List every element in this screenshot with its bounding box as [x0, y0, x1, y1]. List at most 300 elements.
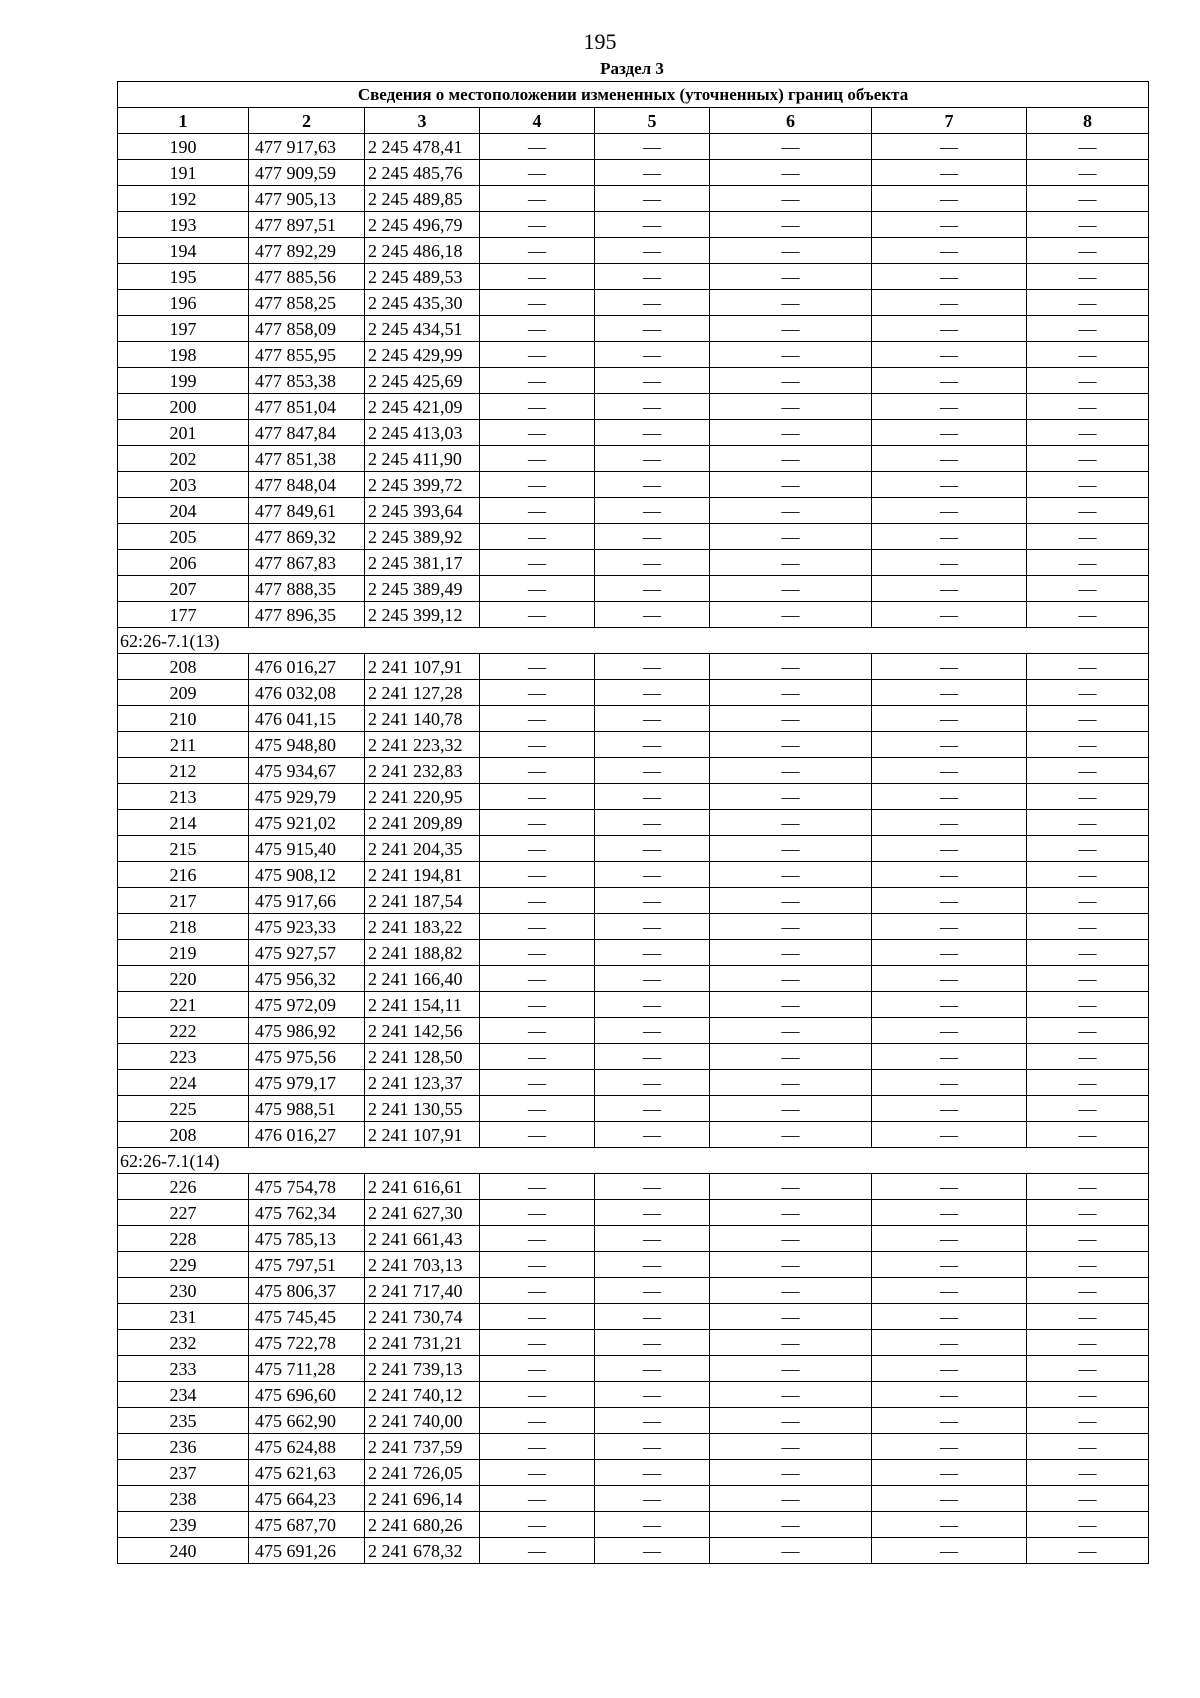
- x-coordinate-cell: 475 745,45: [249, 1304, 365, 1330]
- x-coordinate-cell: 475 956,32: [249, 966, 365, 992]
- group-header-row: [118, 628, 1149, 654]
- x-coordinate-cell: 477 847,84: [249, 420, 365, 446]
- empty-value-cell: —: [710, 992, 872, 1018]
- empty-value-cell: —: [1027, 1486, 1149, 1512]
- empty-value-cell: —: [710, 810, 872, 836]
- empty-value-cell: —: [595, 576, 710, 602]
- y-coordinate-cell: 2 245 381,17: [365, 550, 480, 576]
- empty-value-cell: —: [1027, 1044, 1149, 1070]
- empty-value-cell: —: [872, 1538, 1027, 1564]
- y-coordinate-cell: 2 241 209,89: [365, 810, 480, 836]
- empty-value-cell: —: [595, 1538, 710, 1564]
- empty-value-cell: —: [595, 1434, 710, 1460]
- y-coordinate-cell: 2 241 140,78: [365, 706, 480, 732]
- point-number-cell: 227: [118, 1200, 249, 1226]
- empty-value-cell: —: [595, 602, 710, 628]
- empty-value-cell: —: [872, 160, 1027, 186]
- table-row: [118, 810, 1149, 836]
- empty-value-cell: —: [480, 992, 595, 1018]
- empty-value-cell: —: [480, 732, 595, 758]
- y-coordinate-cell: 2 241 678,32: [365, 1538, 480, 1564]
- table-row: [118, 1460, 1149, 1486]
- x-coordinate-cell: 477 909,59: [249, 160, 365, 186]
- x-coordinate-cell: 477 855,95: [249, 342, 365, 368]
- empty-value-cell: —: [710, 186, 872, 212]
- empty-value-cell: —: [480, 1200, 595, 1226]
- empty-value-cell: —: [710, 1200, 872, 1226]
- empty-value-cell: —: [595, 1486, 710, 1512]
- empty-value-cell: —: [595, 550, 710, 576]
- empty-value-cell: —: [480, 888, 595, 914]
- empty-value-cell: —: [480, 1226, 595, 1252]
- empty-value-cell: —: [710, 706, 872, 732]
- empty-value-cell: —: [595, 394, 710, 420]
- table-row: [118, 1356, 1149, 1382]
- empty-value-cell: —: [710, 1512, 872, 1538]
- table-row: [118, 1044, 1149, 1070]
- point-number-cell: 208: [118, 1122, 249, 1148]
- empty-value-cell: —: [1027, 134, 1149, 160]
- point-number-cell: 202: [118, 446, 249, 472]
- empty-value-cell: —: [595, 1356, 710, 1382]
- empty-value-cell: —: [595, 836, 710, 862]
- point-number-cell: 191: [118, 160, 249, 186]
- empty-value-cell: —: [595, 706, 710, 732]
- empty-value-cell: —: [1027, 1174, 1149, 1200]
- y-coordinate-cell: 2 241 680,26: [365, 1512, 480, 1538]
- empty-value-cell: —: [710, 498, 872, 524]
- empty-value-cell: —: [872, 1070, 1027, 1096]
- empty-value-cell: —: [872, 732, 1027, 758]
- point-number-cell: 228: [118, 1226, 249, 1252]
- empty-value-cell: —: [480, 1434, 595, 1460]
- empty-value-cell: —: [1027, 1382, 1149, 1408]
- x-coordinate-cell: 475 711,28: [249, 1356, 365, 1382]
- table-row: [118, 446, 1149, 472]
- empty-value-cell: —: [872, 576, 1027, 602]
- point-number-cell: 190: [118, 134, 249, 160]
- empty-value-cell: —: [595, 732, 710, 758]
- empty-value-cell: —: [872, 420, 1027, 446]
- table-row: [118, 654, 1149, 680]
- y-coordinate-cell: 2 245 413,03: [365, 420, 480, 446]
- empty-value-cell: —: [480, 1018, 595, 1044]
- empty-value-cell: —: [710, 602, 872, 628]
- empty-value-cell: —: [595, 1226, 710, 1252]
- y-coordinate-cell: 2 241 183,22: [365, 914, 480, 940]
- table-row: [118, 1434, 1149, 1460]
- empty-value-cell: —: [1027, 160, 1149, 186]
- empty-value-cell: —: [480, 1096, 595, 1122]
- empty-value-cell: —: [872, 1122, 1027, 1148]
- empty-value-cell: —: [1027, 1278, 1149, 1304]
- empty-value-cell: —: [872, 472, 1027, 498]
- y-coordinate-cell: 2 241 223,32: [365, 732, 480, 758]
- x-coordinate-cell: 476 032,08: [249, 680, 365, 706]
- empty-value-cell: —: [480, 966, 595, 992]
- empty-value-cell: —: [710, 524, 872, 550]
- x-coordinate-cell: 475 915,40: [249, 836, 365, 862]
- empty-value-cell: —: [480, 238, 595, 264]
- group-header-row: [118, 1148, 1149, 1174]
- x-coordinate-cell: 476 016,27: [249, 1122, 365, 1148]
- empty-value-cell: —: [872, 1382, 1027, 1408]
- table-row: [118, 940, 1149, 966]
- empty-value-cell: —: [710, 160, 872, 186]
- empty-value-cell: —: [480, 940, 595, 966]
- empty-value-cell: —: [480, 654, 595, 680]
- point-number-cell: 238: [118, 1486, 249, 1512]
- empty-value-cell: —: [872, 1252, 1027, 1278]
- empty-value-cell: —: [1027, 784, 1149, 810]
- empty-value-cell: —: [480, 1252, 595, 1278]
- empty-value-cell: —: [872, 784, 1027, 810]
- empty-value-cell: —: [872, 134, 1027, 160]
- column-header: 5: [595, 108, 710, 134]
- empty-value-cell: —: [1027, 862, 1149, 888]
- point-number-cell: 239: [118, 1512, 249, 1538]
- empty-value-cell: —: [1027, 576, 1149, 602]
- point-number-cell: 240: [118, 1538, 249, 1564]
- x-coordinate-cell: 477 858,09: [249, 316, 365, 342]
- empty-value-cell: —: [872, 836, 1027, 862]
- empty-value-cell: —: [595, 264, 710, 290]
- y-coordinate-cell: 2 241 616,61: [365, 1174, 480, 1200]
- x-coordinate-cell: 475 722,78: [249, 1330, 365, 1356]
- empty-value-cell: —: [710, 1434, 872, 1460]
- x-coordinate-cell: 477 848,04: [249, 472, 365, 498]
- point-number-cell: 234: [118, 1382, 249, 1408]
- empty-value-cell: —: [480, 1278, 595, 1304]
- empty-value-cell: —: [480, 836, 595, 862]
- empty-value-cell: —: [480, 1512, 595, 1538]
- x-coordinate-cell: 477 867,83: [249, 550, 365, 576]
- table-row: [118, 1408, 1149, 1434]
- table-row: [118, 212, 1149, 238]
- empty-value-cell: —: [872, 1304, 1027, 1330]
- empty-value-cell: —: [1027, 602, 1149, 628]
- point-number-cell: 236: [118, 1434, 249, 1460]
- x-coordinate-cell: 476 016,27: [249, 654, 365, 680]
- empty-value-cell: —: [710, 394, 872, 420]
- empty-value-cell: —: [480, 160, 595, 186]
- empty-value-cell: —: [480, 1174, 595, 1200]
- point-number-cell: 222: [118, 1018, 249, 1044]
- table-row: [118, 316, 1149, 342]
- column-header: 6: [710, 108, 872, 134]
- y-coordinate-cell: 2 241 731,21: [365, 1330, 480, 1356]
- empty-value-cell: —: [595, 1200, 710, 1226]
- x-coordinate-cell: 475 929,79: [249, 784, 365, 810]
- empty-value-cell: —: [872, 654, 1027, 680]
- y-coordinate-cell: 2 241 739,13: [365, 1356, 480, 1382]
- empty-value-cell: —: [595, 1252, 710, 1278]
- empty-value-cell: —: [1027, 342, 1149, 368]
- empty-value-cell: —: [595, 914, 710, 940]
- empty-value-cell: —: [595, 160, 710, 186]
- table-row: [118, 186, 1149, 212]
- x-coordinate-cell: 475 797,51: [249, 1252, 365, 1278]
- empty-value-cell: —: [480, 602, 595, 628]
- y-coordinate-cell: 2 245 389,92: [365, 524, 480, 550]
- point-number-cell: 219: [118, 940, 249, 966]
- empty-value-cell: —: [1027, 368, 1149, 394]
- empty-value-cell: —: [1027, 1538, 1149, 1564]
- empty-value-cell: —: [872, 1460, 1027, 1486]
- section-title: Раздел 3: [600, 59, 664, 78]
- empty-value-cell: —: [480, 420, 595, 446]
- point-number-cell: 221: [118, 992, 249, 1018]
- empty-value-cell: —: [1027, 498, 1149, 524]
- x-coordinate-cell: 477 858,25: [249, 290, 365, 316]
- empty-value-cell: —: [595, 420, 710, 446]
- empty-value-cell: —: [710, 966, 872, 992]
- empty-value-cell: —: [1027, 914, 1149, 940]
- empty-value-cell: —: [480, 680, 595, 706]
- empty-value-cell: —: [872, 524, 1027, 550]
- point-number-cell: 216: [118, 862, 249, 888]
- y-coordinate-cell: 2 241 107,91: [365, 654, 480, 680]
- empty-value-cell: —: [480, 1304, 595, 1330]
- x-coordinate-cell: 477 917,63: [249, 134, 365, 160]
- table-row: [118, 1200, 1149, 1226]
- empty-value-cell: —: [480, 290, 595, 316]
- empty-value-cell: —: [595, 1304, 710, 1330]
- empty-value-cell: —: [872, 1226, 1027, 1252]
- empty-value-cell: —: [710, 1070, 872, 1096]
- empty-value-cell: —: [1027, 1460, 1149, 1486]
- empty-value-cell: —: [872, 1200, 1027, 1226]
- empty-value-cell: —: [480, 758, 595, 784]
- table-row: [118, 680, 1149, 706]
- y-coordinate-cell: 2 241 220,95: [365, 784, 480, 810]
- empty-value-cell: —: [595, 316, 710, 342]
- x-coordinate-cell: 475 664,23: [249, 1486, 365, 1512]
- empty-value-cell: —: [872, 1486, 1027, 1512]
- point-number-cell: 217: [118, 888, 249, 914]
- empty-value-cell: —: [480, 862, 595, 888]
- empty-value-cell: —: [1027, 966, 1149, 992]
- empty-value-cell: —: [595, 498, 710, 524]
- x-coordinate-cell: 475 923,33: [249, 914, 365, 940]
- point-number-cell: 177: [118, 602, 249, 628]
- empty-value-cell: —: [595, 758, 710, 784]
- empty-value-cell: —: [1027, 1330, 1149, 1356]
- x-coordinate-cell: 475 687,70: [249, 1512, 365, 1538]
- table-row: [118, 1512, 1149, 1538]
- empty-value-cell: —: [1027, 1304, 1149, 1330]
- empty-value-cell: —: [872, 368, 1027, 394]
- empty-value-cell: —: [710, 264, 872, 290]
- empty-value-cell: —: [710, 1174, 872, 1200]
- empty-value-cell: —: [710, 1226, 872, 1252]
- empty-value-cell: —: [595, 940, 710, 966]
- y-coordinate-cell: 2 241 703,13: [365, 1252, 480, 1278]
- y-coordinate-cell: 2 241 188,82: [365, 940, 480, 966]
- empty-value-cell: —: [1027, 186, 1149, 212]
- empty-value-cell: —: [1027, 238, 1149, 264]
- y-coordinate-cell: 2 245 434,51: [365, 316, 480, 342]
- empty-value-cell: —: [480, 394, 595, 420]
- table-row: [118, 524, 1149, 550]
- point-number-cell: 193: [118, 212, 249, 238]
- y-coordinate-cell: 2 245 496,79: [365, 212, 480, 238]
- x-coordinate-cell: 477 869,32: [249, 524, 365, 550]
- empty-value-cell: —: [872, 1044, 1027, 1070]
- y-coordinate-cell: 2 241 187,54: [365, 888, 480, 914]
- y-coordinate-cell: 2 245 411,90: [365, 446, 480, 472]
- empty-value-cell: —: [1027, 732, 1149, 758]
- empty-value-cell: —: [710, 836, 872, 862]
- empty-value-cell: —: [595, 368, 710, 394]
- point-number-cell: 203: [118, 472, 249, 498]
- x-coordinate-cell: 475 927,57: [249, 940, 365, 966]
- empty-value-cell: —: [480, 342, 595, 368]
- empty-value-cell: —: [1027, 1512, 1149, 1538]
- empty-value-cell: —: [872, 940, 1027, 966]
- y-coordinate-cell: 2 245 425,69: [365, 368, 480, 394]
- empty-value-cell: —: [872, 1408, 1027, 1434]
- empty-value-cell: —: [1027, 758, 1149, 784]
- y-coordinate-cell: 2 241 127,28: [365, 680, 480, 706]
- table-row: [118, 966, 1149, 992]
- empty-value-cell: —: [1027, 420, 1149, 446]
- column-header: 7: [872, 108, 1027, 134]
- y-coordinate-cell: 2 245 399,72: [365, 472, 480, 498]
- empty-value-cell: —: [480, 368, 595, 394]
- empty-value-cell: —: [710, 1278, 872, 1304]
- table-row: [118, 134, 1149, 160]
- point-number-cell: 204: [118, 498, 249, 524]
- empty-value-cell: —: [1027, 836, 1149, 862]
- empty-value-cell: —: [595, 1460, 710, 1486]
- y-coordinate-cell: 2 241 661,43: [365, 1226, 480, 1252]
- table-row: [118, 1382, 1149, 1408]
- y-coordinate-cell: 2 241 130,55: [365, 1096, 480, 1122]
- x-coordinate-cell: 475 917,66: [249, 888, 365, 914]
- point-number-cell: 213: [118, 784, 249, 810]
- table-row: [118, 160, 1149, 186]
- empty-value-cell: —: [1027, 1434, 1149, 1460]
- empty-value-cell: —: [710, 134, 872, 160]
- y-coordinate-cell: 2 245 389,49: [365, 576, 480, 602]
- table-row: [118, 1096, 1149, 1122]
- x-coordinate-cell: 475 696,60: [249, 1382, 365, 1408]
- point-number-cell: 215: [118, 836, 249, 862]
- point-number-cell: 237: [118, 1460, 249, 1486]
- empty-value-cell: —: [595, 1330, 710, 1356]
- table-row: [118, 420, 1149, 446]
- empty-value-cell: —: [480, 576, 595, 602]
- empty-value-cell: —: [480, 186, 595, 212]
- page-number: 195: [583, 29, 617, 54]
- empty-value-cell: —: [595, 654, 710, 680]
- x-coordinate-cell: 475 621,63: [249, 1460, 365, 1486]
- y-coordinate-cell: 2 241 696,14: [365, 1486, 480, 1512]
- y-coordinate-cell: 2 241 717,40: [365, 1278, 480, 1304]
- x-coordinate-cell: 475 785,13: [249, 1226, 365, 1252]
- column-header: 2: [249, 108, 365, 134]
- y-coordinate-cell: 2 241 107,91: [365, 1122, 480, 1148]
- boundary-coordinates-table: [117, 81, 1149, 1564]
- empty-value-cell: —: [872, 758, 1027, 784]
- table-row: [118, 290, 1149, 316]
- empty-value-cell: —: [480, 446, 595, 472]
- empty-value-cell: —: [1027, 888, 1149, 914]
- table-row: [118, 706, 1149, 732]
- empty-value-cell: —: [710, 940, 872, 966]
- empty-value-cell: —: [710, 1122, 872, 1148]
- empty-value-cell: —: [595, 1018, 710, 1044]
- empty-value-cell: —: [1027, 316, 1149, 342]
- x-coordinate-cell: 477 896,35: [249, 602, 365, 628]
- point-number-cell: 192: [118, 186, 249, 212]
- empty-value-cell: —: [1027, 680, 1149, 706]
- y-coordinate-cell: 2 241 740,00: [365, 1408, 480, 1434]
- empty-value-cell: —: [480, 1382, 595, 1408]
- empty-value-cell: —: [872, 966, 1027, 992]
- x-coordinate-cell: 475 975,56: [249, 1044, 365, 1070]
- empty-value-cell: —: [872, 1278, 1027, 1304]
- empty-value-cell: —: [595, 212, 710, 238]
- y-coordinate-cell: 2 245 399,12: [365, 602, 480, 628]
- empty-value-cell: —: [480, 1044, 595, 1070]
- x-coordinate-cell: 475 908,12: [249, 862, 365, 888]
- point-number-cell: 229: [118, 1252, 249, 1278]
- empty-value-cell: —: [595, 342, 710, 368]
- empty-value-cell: —: [1027, 810, 1149, 836]
- point-number-cell: 194: [118, 238, 249, 264]
- point-number-cell: 207: [118, 576, 249, 602]
- y-coordinate-cell: 2 245 421,09: [365, 394, 480, 420]
- empty-value-cell: —: [1027, 472, 1149, 498]
- empty-value-cell: —: [1027, 992, 1149, 1018]
- table-row: [118, 836, 1149, 862]
- empty-value-cell: —: [710, 1018, 872, 1044]
- y-coordinate-cell: 2 245 485,76: [365, 160, 480, 186]
- empty-value-cell: —: [595, 524, 710, 550]
- table-row: [118, 992, 1149, 1018]
- empty-value-cell: —: [872, 888, 1027, 914]
- empty-value-cell: —: [710, 1330, 872, 1356]
- empty-value-cell: —: [872, 1330, 1027, 1356]
- empty-value-cell: —: [710, 654, 872, 680]
- empty-value-cell: —: [1027, 1018, 1149, 1044]
- empty-value-cell: —: [480, 472, 595, 498]
- empty-value-cell: —: [1027, 1070, 1149, 1096]
- column-header-row: [118, 108, 1149, 134]
- x-coordinate-cell: 475 972,09: [249, 992, 365, 1018]
- empty-value-cell: —: [1027, 212, 1149, 238]
- empty-value-cell: —: [872, 212, 1027, 238]
- empty-value-cell: —: [710, 1538, 872, 1564]
- empty-value-cell: —: [595, 1512, 710, 1538]
- y-coordinate-cell: 2 241 194,81: [365, 862, 480, 888]
- point-number-cell: 209: [118, 680, 249, 706]
- empty-value-cell: —: [1027, 1252, 1149, 1278]
- x-coordinate-cell: 475 662,90: [249, 1408, 365, 1434]
- caption-row: [118, 82, 1149, 108]
- empty-value-cell: —: [480, 1408, 595, 1434]
- point-number-cell: 211: [118, 732, 249, 758]
- empty-value-cell: —: [710, 1382, 872, 1408]
- empty-value-cell: —: [710, 238, 872, 264]
- table-row: [118, 342, 1149, 368]
- point-number-cell: 206: [118, 550, 249, 576]
- empty-value-cell: —: [1027, 1356, 1149, 1382]
- y-coordinate-cell: 2 241 737,59: [365, 1434, 480, 1460]
- y-coordinate-cell: 2 241 627,30: [365, 1200, 480, 1226]
